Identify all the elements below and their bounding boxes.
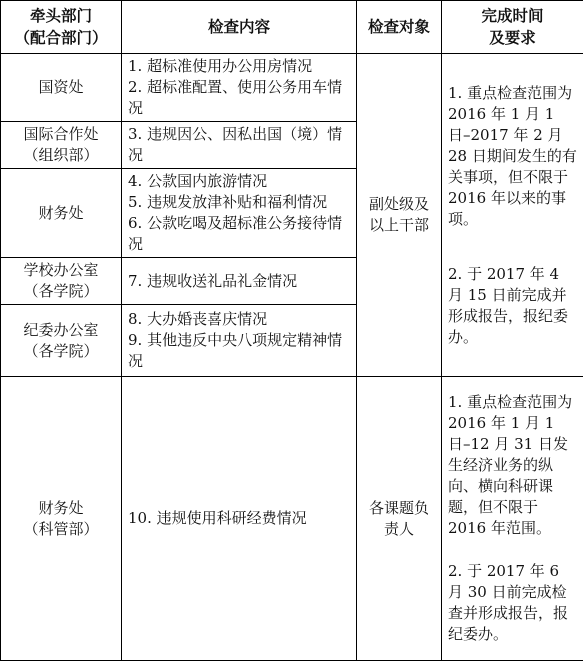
content-item: 7. 违规收送礼品礼金情况 [128,271,350,292]
header-req-line2: 及要求 [448,27,577,49]
requirements-cell [442,54,583,377]
requirement-item: 1. 重点检查范围为 2016 年 1 月 1 日–2017 年 2 月 28 日期间发生的有关事项，但不限于 2016 年以来的事项。 [448,83,577,230]
target-cell [357,54,442,377]
header-row [1,1,583,54]
header-dept [1,1,122,54]
header-requirements [442,1,583,54]
dept-cell [1,169,122,258]
dept-sub: （科管部） [7,519,115,540]
dept-cell [1,377,122,661]
target-text: 各课题负责人 [369,499,429,538]
content-cell [122,258,357,305]
requirement-item: 2. 于 2017 年 4 月 15 日前完成并形成报告，报纪委办。 [448,264,577,348]
header-content: 检查内容 [122,1,357,54]
dept-name: 财务处 [7,203,115,224]
content-item: 6. 公款吃喝及超标准公务接待情况 [128,213,350,255]
dept-name: 国资处 [7,77,115,98]
table-row [1,377,583,661]
content-item: 1. 超标准使用办公用房情况 [128,56,350,77]
content-cell [122,305,357,377]
dept-cell [1,54,122,122]
dept-sub: （各学院） [7,281,115,302]
content-cell [122,122,357,169]
dept-cell [1,122,122,169]
dept-cell [1,305,122,377]
header-dept-line2: （配合部门） [7,27,115,49]
dept-name: 学校办公室 [7,260,115,281]
dept-sub: （组织部） [7,145,115,166]
content-cell [122,377,357,661]
content-cell [122,169,357,258]
content-cell [122,54,357,122]
dept-name: 纪委办公室 [7,320,115,341]
content-item: 3. 违规因公、因私出国（境）情况 [128,124,350,166]
content-item: 9. 其他违反中央八项规定精神情况 [128,330,350,372]
table-row [1,54,583,122]
requirement-item: 1. 重点检查范围为 2016 年 1 月 1 日–12 月 31 日发生经济业务的纵向、横向科研课题，但不限于 2016 年范围。 [448,392,577,539]
header-dept-line1: 牵头部门 [7,5,115,27]
requirement-item: 2. 于 2017 年 6 月 30 日前完成检查并形成报告，报纪委办。 [448,561,577,645]
header-target: 检查对象 [357,1,442,54]
content-item: 5. 违规发放津补贴和福利情况 [128,192,350,213]
dept-cell [1,258,122,305]
content-item: 2. 超标准配置、使用公务用车情况 [128,77,350,119]
target-cell [357,377,442,661]
content-item: 8. 大办婚丧喜庆情况 [128,309,350,330]
target-text: 副处级及以上干部 [369,195,429,234]
dept-sub: （各学院） [7,341,115,362]
content-item: 4. 公款国内旅游情况 [128,171,350,192]
requirements-cell [442,377,583,661]
dept-name: 国际合作处 [7,124,115,145]
header-req-line1: 完成时间 [448,5,577,27]
dept-name: 财务处 [7,498,115,519]
content-item: 10. 违规使用科研经费情况 [128,508,350,529]
